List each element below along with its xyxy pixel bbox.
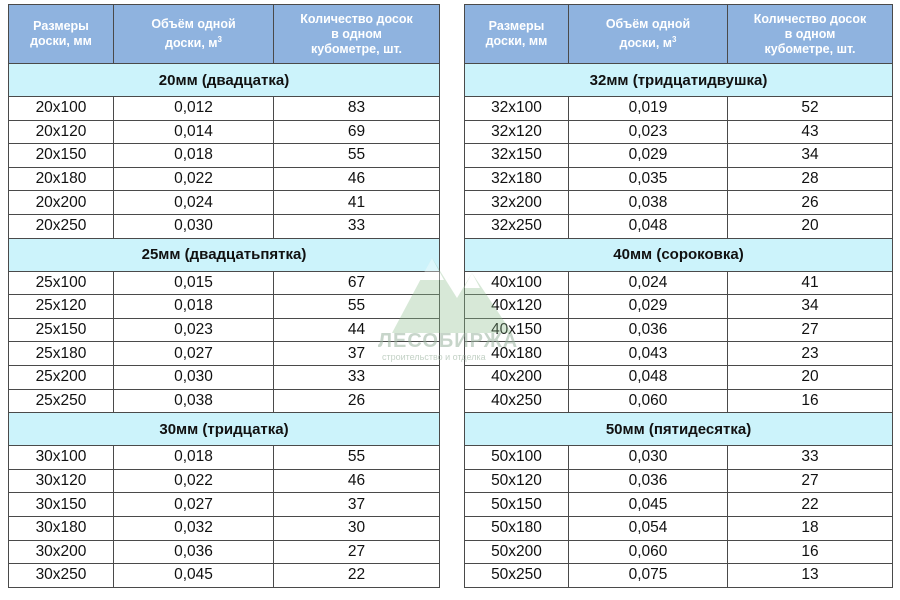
count-cell: 43 [728, 120, 893, 144]
table-row [9, 365, 440, 389]
volume-cell: 0,018 [114, 295, 274, 319]
table-row [9, 469, 440, 493]
group-header-row [465, 413, 893, 446]
count-cell: 26 [728, 191, 893, 215]
table-row [9, 167, 440, 191]
table-row [9, 144, 440, 168]
volume-cell: 0,019 [569, 97, 728, 121]
volume-cell: 0,027 [114, 342, 274, 366]
table-row [465, 446, 893, 470]
size-cell: 25x120 [9, 295, 114, 319]
right-table-body [465, 64, 893, 588]
header-volume: Объём одной доски, $м^3$ [569, 5, 728, 64]
size-cell: 25x180 [9, 342, 114, 366]
volume-cell: 0,030 [114, 214, 274, 238]
table-row [9, 318, 440, 342]
size-cell: 32x180 [465, 167, 569, 191]
volume-cell: 0,022 [114, 167, 274, 191]
table-row [9, 564, 440, 588]
table-row [9, 493, 440, 517]
header-size: Размеры доски, мм [9, 5, 114, 64]
volume-cell: 0,030 [114, 365, 274, 389]
watermark-brand: ЛЕСОБИРЖА [378, 330, 519, 352]
size-cell: 30x150 [9, 493, 114, 517]
count-cell: 20 [728, 365, 893, 389]
size-cell: 25x250 [9, 389, 114, 413]
count-cell: 46 [274, 469, 440, 493]
header-count: Количество досок в одном кубометре, шт. [274, 5, 440, 64]
count-cell: 20 [728, 214, 893, 238]
count-cell: 37 [274, 493, 440, 517]
volume-cell: 0,045 [114, 564, 274, 588]
table-row [465, 97, 893, 121]
count-cell: 52 [728, 97, 893, 121]
count-cell: 41 [274, 191, 440, 215]
volume-cell: 0,023 [569, 120, 728, 144]
count-cell: 33 [274, 365, 440, 389]
table-row [465, 493, 893, 517]
volume-cell: 0,022 [114, 469, 274, 493]
group-title: 25мм (двадцатьпятка) [9, 238, 440, 271]
volume-cell: 0,048 [569, 365, 728, 389]
count-cell: 33 [728, 446, 893, 470]
size-cell: 20x200 [9, 191, 114, 215]
volume-cell: 0,035 [569, 167, 728, 191]
count-cell: 13 [728, 564, 893, 588]
count-cell: 22 [728, 493, 893, 517]
left-table-body [9, 64, 440, 588]
table-row [9, 540, 440, 564]
size-cell: 32x120 [465, 120, 569, 144]
size-cell: 20x150 [9, 144, 114, 168]
size-cell: 20x180 [9, 167, 114, 191]
size-cell: 30x250 [9, 564, 114, 588]
count-cell: 55 [274, 295, 440, 319]
volume-cell: 0,015 [114, 271, 274, 295]
table-row [9, 516, 440, 540]
size-cell: 25x100 [9, 271, 114, 295]
volume-cell: 0,018 [114, 144, 274, 168]
count-cell: 41 [728, 271, 893, 295]
volume-cell: 0,012 [114, 97, 274, 121]
volume-cell: 0,036 [569, 318, 728, 342]
count-cell: 69 [274, 120, 440, 144]
header-row [465, 5, 893, 64]
count-cell: 18 [728, 516, 893, 540]
count-cell: 16 [728, 540, 893, 564]
table-row [465, 144, 893, 168]
table-row [465, 214, 893, 238]
size-cell: 50x180 [465, 516, 569, 540]
group-header-row [9, 238, 440, 271]
count-cell: 27 [728, 469, 893, 493]
table-row [465, 469, 893, 493]
table-row [465, 295, 893, 319]
size-cell: 25x150 [9, 318, 114, 342]
count-cell: 67 [274, 271, 440, 295]
table-row [9, 271, 440, 295]
watermark-tagline: строительство и отделка [382, 352, 486, 362]
volume-cell: 0,030 [569, 446, 728, 470]
right-board-table [464, 4, 893, 588]
volume-cell: 0,054 [569, 516, 728, 540]
volume-cell: 0,036 [569, 469, 728, 493]
volume-cell: 0,043 [569, 342, 728, 366]
size-cell: 40x180 [465, 342, 569, 366]
table-row [465, 516, 893, 540]
table-row [465, 564, 893, 588]
size-cell: 30x180 [9, 516, 114, 540]
volume-cell: 0,023 [114, 318, 274, 342]
size-cell: 30x200 [9, 540, 114, 564]
volume-cell: 0,014 [114, 120, 274, 144]
group-header-row [465, 64, 893, 97]
count-cell: 22 [274, 564, 440, 588]
count-cell: 27 [274, 540, 440, 564]
size-cell: 32x150 [465, 144, 569, 168]
table-row [465, 342, 893, 366]
group-title: 40мм (сороковка) [465, 238, 893, 271]
header-volume: Объём одной доски, $м^3$ [114, 5, 274, 64]
table-row [9, 446, 440, 470]
count-cell: 34 [728, 144, 893, 168]
size-cell: 20x100 [9, 97, 114, 121]
header-row [9, 5, 440, 64]
size-cell: 40x150 [465, 318, 569, 342]
size-cell: 40x120 [465, 295, 569, 319]
volume-cell: 0,018 [114, 446, 274, 470]
volume-cell: 0,024 [114, 191, 274, 215]
group-title: 20мм (двадцатка) [9, 64, 440, 97]
volume-cell: 0,029 [569, 144, 728, 168]
group-title: 30мм (тридцатка) [9, 413, 440, 446]
group-title: 32мм (тридцатидвушка) [465, 64, 893, 97]
table-row [9, 342, 440, 366]
table-row [465, 120, 893, 144]
count-cell: 34 [728, 295, 893, 319]
size-cell: 32x200 [465, 191, 569, 215]
count-cell: 26 [274, 389, 440, 413]
group-header-row [465, 238, 893, 271]
size-cell: 25x200 [9, 365, 114, 389]
volume-cell: 0,032 [114, 516, 274, 540]
volume-cell: 0,027 [114, 493, 274, 517]
size-cell: 50x150 [465, 493, 569, 517]
table-row [9, 389, 440, 413]
table-row [9, 120, 440, 144]
group-title: 50мм (пятидесятка) [465, 413, 893, 446]
size-cell: 40x100 [465, 271, 569, 295]
size-cell: 40x200 [465, 365, 569, 389]
size-cell: 30x100 [9, 446, 114, 470]
header-count: Количество досок в одном кубометре, шт. [728, 5, 893, 64]
count-cell: 55 [274, 144, 440, 168]
volume-cell: 0,075 [569, 564, 728, 588]
table-row [465, 365, 893, 389]
size-cell: 32x250 [465, 214, 569, 238]
table-row [465, 540, 893, 564]
count-cell: 55 [274, 446, 440, 470]
left-board-table [8, 4, 440, 588]
volume-cell: 0,060 [569, 389, 728, 413]
group-header-row [9, 64, 440, 97]
count-cell: 16 [728, 389, 893, 413]
count-cell: 23 [728, 342, 893, 366]
count-cell: 30 [274, 516, 440, 540]
count-cell: 28 [728, 167, 893, 191]
table-row [9, 97, 440, 121]
table-row [465, 167, 893, 191]
volume-cell: 0,060 [569, 540, 728, 564]
table-row [465, 389, 893, 413]
count-cell: 83 [274, 97, 440, 121]
header-size: Размеры доски, мм [465, 5, 569, 64]
count-cell: 44 [274, 318, 440, 342]
size-cell: 20x250 [9, 214, 114, 238]
volume-cell: 0,048 [569, 214, 728, 238]
size-cell: 50x100 [465, 446, 569, 470]
size-cell: 32x100 [465, 97, 569, 121]
table-row [9, 295, 440, 319]
table-row [465, 191, 893, 215]
count-cell: 46 [274, 167, 440, 191]
volume-cell: 0,029 [569, 295, 728, 319]
size-cell: 50x250 [465, 564, 569, 588]
table-row [465, 271, 893, 295]
volume-cell: 0,036 [114, 540, 274, 564]
size-cell: 50x120 [465, 469, 569, 493]
volume-cell: 0,038 [569, 191, 728, 215]
volume-cell: 0,038 [114, 389, 274, 413]
size-cell: 20x120 [9, 120, 114, 144]
volume-cell: 0,024 [569, 271, 728, 295]
count-cell: 27 [728, 318, 893, 342]
volume-cell: 0,045 [569, 493, 728, 517]
table-row [9, 214, 440, 238]
count-cell: 37 [274, 342, 440, 366]
size-cell: 50x200 [465, 540, 569, 564]
size-cell: 30x120 [9, 469, 114, 493]
count-cell: 33 [274, 214, 440, 238]
size-cell: 40x250 [465, 389, 569, 413]
group-header-row [9, 413, 440, 446]
table-row [9, 191, 440, 215]
table-row [465, 318, 893, 342]
